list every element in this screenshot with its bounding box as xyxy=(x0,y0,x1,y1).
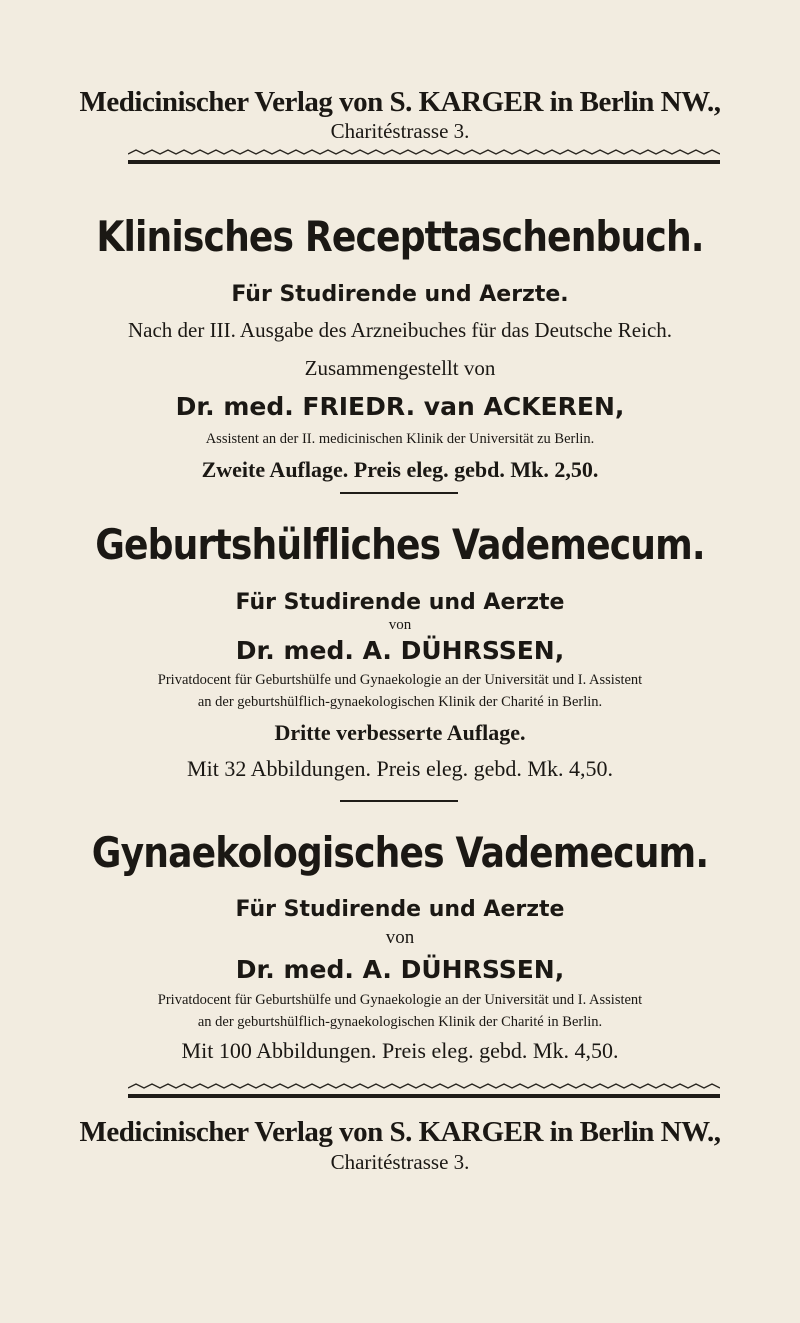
book-by: von xyxy=(385,927,415,948)
book-edition-price: Zweite Auflage. Preis eleg. gebd. Mk. 2,50. xyxy=(201,457,599,482)
book-affiliation-line-2: an der geburtshülflich-gynaekologischen Klinik der Charité in Berlin. xyxy=(197,1014,603,1030)
book-basis: Nach der III. Ausgabe des Arzneibuches für das Deutsche Reich. xyxy=(127,318,673,342)
section-divider xyxy=(340,492,458,494)
header-publisher: Medicinischer Verlag von S. KARGER in Berlin NW., xyxy=(79,86,721,118)
book-by: von xyxy=(388,617,412,633)
book-title: Gynaekologisches Vademecum. xyxy=(91,828,709,877)
footer-publisher: Medicinischer Verlag von S. KARGER in Berlin NW., xyxy=(79,1116,721,1148)
book-illustrations-price: Mit 100 Abbildungen. Preis eleg. gebd. Mk. 4,50. xyxy=(181,1038,619,1063)
book-edition: Dritte verbesserte Auflage. xyxy=(274,720,526,745)
section-divider xyxy=(340,800,458,802)
book-affiliation: Assistent an der II. medicinischen Klinik der Universität zu Berlin. xyxy=(205,431,595,447)
book-affiliation-line-1: Privatdocent für Geburtshülfe und Gynaekologie an der Universität und I. Assistent xyxy=(157,992,643,1008)
book-author: Dr. med. A. DÜHRSSEN, xyxy=(235,636,565,665)
book-title: Klinisches Recepttaschenbuch. xyxy=(96,212,704,261)
book-affiliation-line-2: an der geburtshülflich-gynaekologischen Klinik der Charité in Berlin. xyxy=(197,694,603,710)
book-audience: Für Studirende und Aerzte. xyxy=(231,282,569,307)
footer-address: Charitéstrasse 3. xyxy=(330,1150,470,1174)
book-author: Dr. med. FRIEDR. van ACKEREN, xyxy=(175,392,625,421)
book-author: Dr. med. A. DÜHRSSEN, xyxy=(235,955,565,984)
book-illustrations-price: Mit 32 Abbildungen. Preis eleg. gebd. Mk. 4,50. xyxy=(187,756,613,781)
book-audience: Für Studirende und Aerzte xyxy=(235,590,565,615)
book-affiliation-line-1: Privatdocent für Geburtshülfe und Gynaekologie an der Universität und I. Assistent xyxy=(157,672,643,688)
header-address: Charitéstrasse 3. xyxy=(330,119,470,143)
book-title: Geburtshülfliches Vademecum. xyxy=(95,520,705,569)
book-audience: Für Studirende und Aerzte xyxy=(235,897,565,922)
book-compiled-by: Zusammengestellt von xyxy=(304,356,496,380)
header-wave-rule xyxy=(128,148,720,170)
footer-wave-rule xyxy=(128,1082,720,1104)
